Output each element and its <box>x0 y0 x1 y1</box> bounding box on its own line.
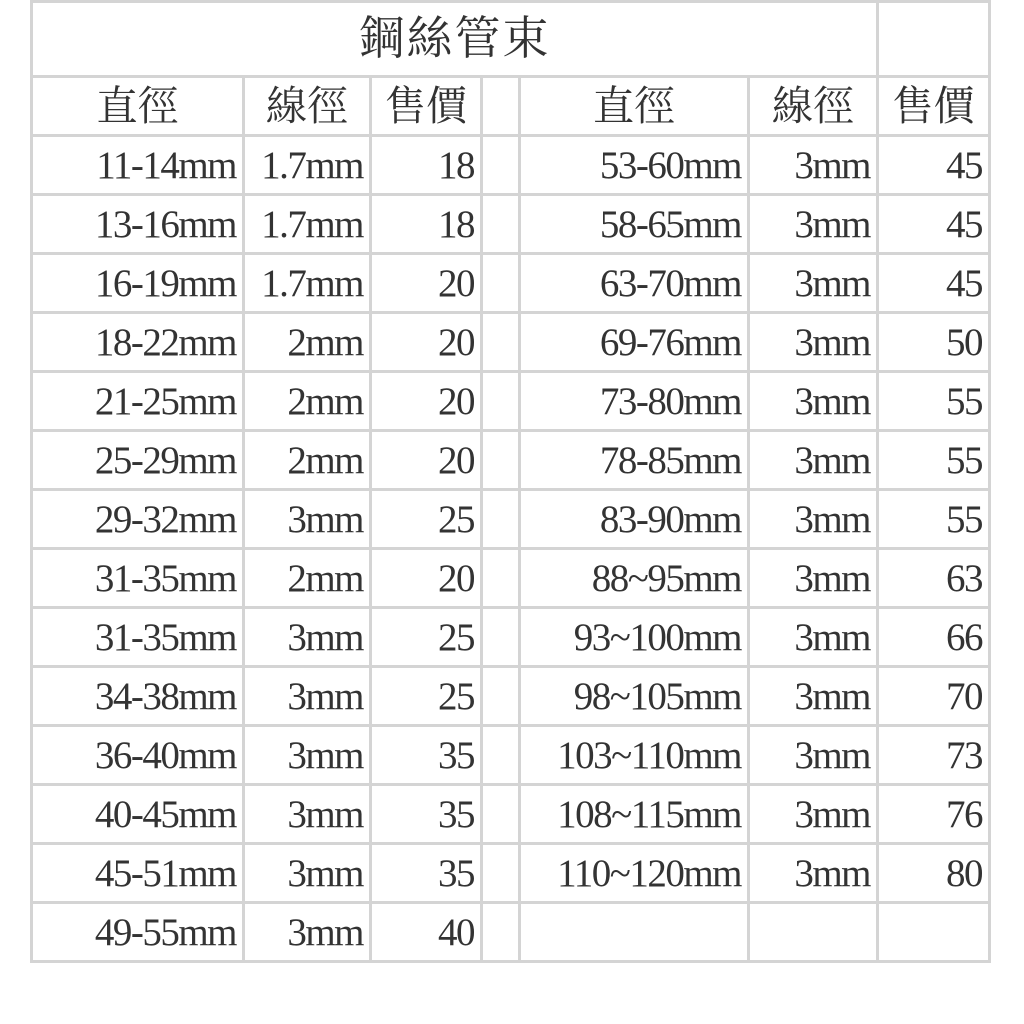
table-row <box>32 195 990 254</box>
cell-price-right: 55 <box>878 431 990 490</box>
table-row <box>32 136 990 195</box>
table-row <box>32 431 990 490</box>
cell-diameter-left: 40-45mm <box>32 785 244 844</box>
cell-wire-right: 3mm <box>749 490 878 549</box>
cell-price-left: 25 <box>371 608 482 667</box>
table-row <box>32 726 990 785</box>
cell-price-right <box>878 903 990 962</box>
cell-price-right: 50 <box>878 313 990 372</box>
cell-wire-right: 3mm <box>749 549 878 608</box>
cell-price-left: 35 <box>371 844 482 903</box>
cell-diameter-right: 58-65mm <box>520 195 749 254</box>
table-row <box>32 490 990 549</box>
cell-diameter-left: 18-22mm <box>32 313 244 372</box>
header-diameter-left: 直徑 <box>32 77 244 136</box>
table-row <box>32 372 990 431</box>
cell-wire-right: 3mm <box>749 195 878 254</box>
header-price-left: 售價 <box>371 77 482 136</box>
cell-price-right: 45 <box>878 195 990 254</box>
cell-wire-left: 3mm <box>244 726 371 785</box>
gap-cell <box>482 785 520 844</box>
table-row <box>32 549 990 608</box>
cell-diameter-right: 83-90mm <box>520 490 749 549</box>
table-row <box>32 608 990 667</box>
cell-price-left: 40 <box>371 903 482 962</box>
cell-diameter-right: 78-85mm <box>520 431 749 490</box>
cell-wire-left: 3mm <box>244 785 371 844</box>
cell-price-left: 18 <box>371 195 482 254</box>
cell-price-left: 25 <box>371 490 482 549</box>
cell-diameter-right: 88~95mm <box>520 549 749 608</box>
table-row <box>32 313 990 372</box>
cell-wire-left: 3mm <box>244 844 371 903</box>
cell-price-left: 20 <box>371 254 482 313</box>
header-wire-left: 線徑 <box>244 77 371 136</box>
cell-wire-left: 2mm <box>244 372 371 431</box>
cell-diameter-right: 93~100mm <box>520 608 749 667</box>
cell-price-left: 25 <box>371 667 482 726</box>
gap-cell <box>482 667 520 726</box>
cell-diameter-right: 108~115mm <box>520 785 749 844</box>
cell-diameter-left: 45-51mm <box>32 844 244 903</box>
cell-diameter-left: 36-40mm <box>32 726 244 785</box>
table-row <box>32 903 990 962</box>
cell-wire-right: 3mm <box>749 431 878 490</box>
cell-price-right: 66 <box>878 608 990 667</box>
table-row <box>32 844 990 903</box>
cell-wire-right: 3mm <box>749 844 878 903</box>
cell-diameter-left: 49-55mm <box>32 903 244 962</box>
cell-price-right: 70 <box>878 667 990 726</box>
cell-wire-left: 2mm <box>244 313 371 372</box>
gap-cell <box>482 549 520 608</box>
cell-wire-right: 3mm <box>749 608 878 667</box>
header-wire-right: 線徑 <box>749 77 878 136</box>
cell-diameter-right: 73-80mm <box>520 372 749 431</box>
cell-price-right: 45 <box>878 254 990 313</box>
cell-diameter-right: 110~120mm <box>520 844 749 903</box>
cell-diameter-left: 11-14mm <box>32 136 244 195</box>
cell-diameter-left: 25-29mm <box>32 431 244 490</box>
gap-cell <box>482 431 520 490</box>
gap-cell <box>482 195 520 254</box>
cell-diameter-right: 103~110mm <box>520 726 749 785</box>
cell-diameter-left: 21-25mm <box>32 372 244 431</box>
gap-cell <box>482 490 520 549</box>
cell-price-left: 20 <box>371 372 482 431</box>
cell-wire-left: 1.7mm <box>244 136 371 195</box>
cell-wire-left: 1.7mm <box>244 195 371 254</box>
cell-diameter-right <box>520 903 749 962</box>
cell-wire-left: 2mm <box>244 431 371 490</box>
cell-diameter-right: 98~105mm <box>520 667 749 726</box>
cell-wire-left: 3mm <box>244 667 371 726</box>
cell-wire-left: 1.7mm <box>244 254 371 313</box>
table-row <box>32 667 990 726</box>
cell-diameter-left: 29-32mm <box>32 490 244 549</box>
cell-wire-right: 3mm <box>749 254 878 313</box>
cell-price-right: 55 <box>878 490 990 549</box>
gap-cell <box>482 903 520 962</box>
title-row <box>32 2 990 77</box>
gap-cell <box>482 372 520 431</box>
cell-wire-left: 3mm <box>244 608 371 667</box>
cell-diameter-right: 53-60mm <box>520 136 749 195</box>
cell-diameter-right: 63-70mm <box>520 254 749 313</box>
cell-diameter-left: 31-35mm <box>32 549 244 608</box>
cell-wire-right: 3mm <box>749 785 878 844</box>
table-row <box>32 785 990 844</box>
cell-price-right: 55 <box>878 372 990 431</box>
cell-price-left: 35 <box>371 726 482 785</box>
cell-wire-right: 3mm <box>749 726 878 785</box>
table-title: 鋼絲管束 <box>32 2 878 77</box>
cell-wire-right: 3mm <box>749 313 878 372</box>
cell-wire-right: 3mm <box>749 667 878 726</box>
cell-diameter-left: 13-16mm <box>32 195 244 254</box>
empty-cell <box>878 2 990 77</box>
gap-cell <box>482 136 520 195</box>
gap-cell <box>482 726 520 785</box>
cell-wire-left: 3mm <box>244 903 371 962</box>
gap-cell <box>482 313 520 372</box>
gap-cell <box>482 844 520 903</box>
header-price-right: 售價 <box>878 77 990 136</box>
cell-price-right: 80 <box>878 844 990 903</box>
cell-diameter-right: 69-76mm <box>520 313 749 372</box>
cell-price-right: 76 <box>878 785 990 844</box>
cell-diameter-left: 34-38mm <box>32 667 244 726</box>
header-row <box>32 77 990 136</box>
cell-price-left: 20 <box>371 549 482 608</box>
header-diameter-right: 直徑 <box>520 77 749 136</box>
cell-price-right: 45 <box>878 136 990 195</box>
cell-price-left: 20 <box>371 431 482 490</box>
cell-wire-right: 3mm <box>749 372 878 431</box>
cell-wire-left: 2mm <box>244 549 371 608</box>
gap-cell <box>482 254 520 313</box>
cell-wire-right <box>749 903 878 962</box>
cell-price-left: 18 <box>371 136 482 195</box>
gap-cell <box>482 77 520 136</box>
cell-wire-right: 3mm <box>749 136 878 195</box>
cell-price-right: 73 <box>878 726 990 785</box>
cell-diameter-left: 16-19mm <box>32 254 244 313</box>
gap-cell <box>482 608 520 667</box>
cell-price-right: 63 <box>878 549 990 608</box>
cell-wire-left: 3mm <box>244 490 371 549</box>
table-row <box>32 254 990 313</box>
cell-diameter-left: 31-35mm <box>32 608 244 667</box>
cell-price-left: 20 <box>371 313 482 372</box>
price-table <box>30 0 991 963</box>
cell-price-left: 35 <box>371 785 482 844</box>
